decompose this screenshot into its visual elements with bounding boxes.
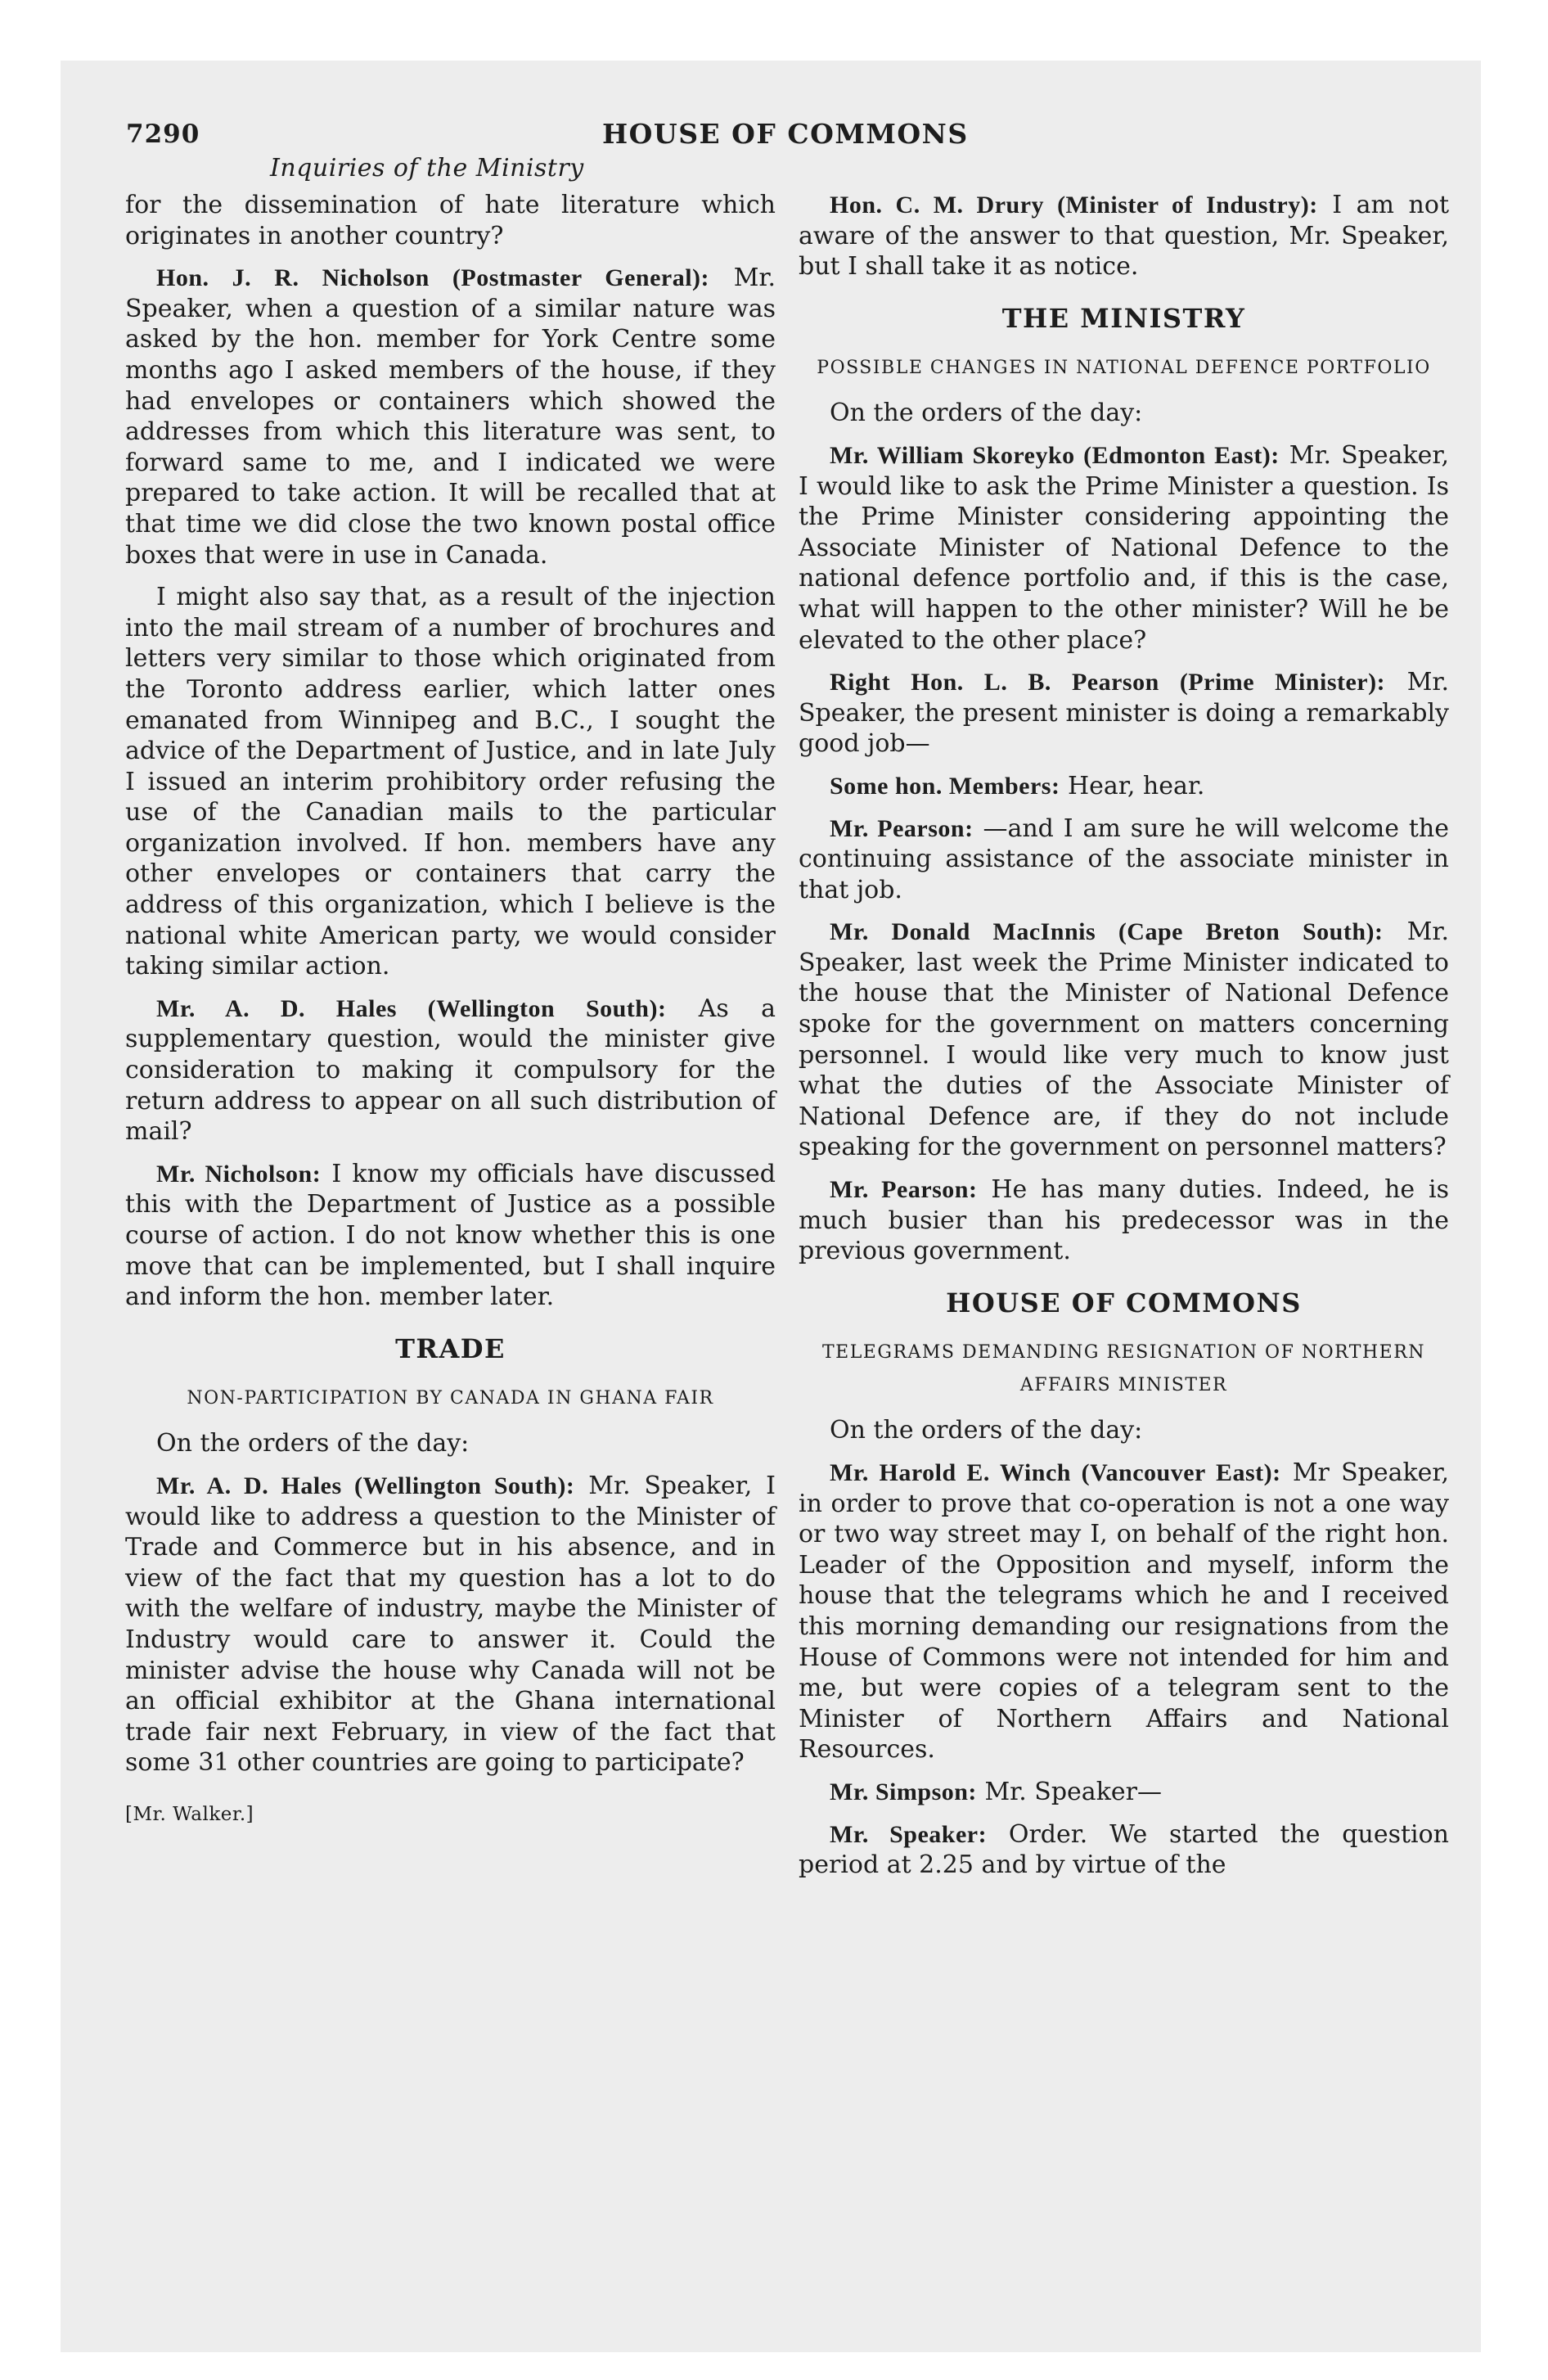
- section-heading: THE MINISTRY: [1001, 302, 1246, 334]
- orders-of-day: On the orders of the day:: [830, 399, 1143, 428]
- paragraph: [799, 667, 1449, 760]
- speech-text: Mr Speaker, in order to prove that co-operation is not a one way or two way street may I, on behalf of the right hon. Leader of the Opposition and myself, inform the house that the telegrams which he and I received this morning demanding our resignations from the House of Commons were not intended for him and me, but were copies of a telegram sent to the Minister of Northern Affairs and National Resources.: [799, 1458, 1449, 1765]
- paragraph: [125, 994, 776, 1147]
- page-title: HOUSE OF COMMONS: [602, 118, 969, 150]
- subsection-heading: NON-PARTICIPATION BY CANADA IN GHANA FAIR: [187, 1388, 714, 1409]
- paragraph: [799, 190, 1449, 282]
- page-number: 7290: [126, 119, 200, 149]
- orders-of-day: On the orders of the day:: [830, 1416, 1143, 1445]
- paragraph: [125, 263, 776, 570]
- speaker-name: Mr. Simpson:: [830, 1778, 977, 1805]
- paragraph: [125, 1471, 776, 1778]
- paragraph: for the dissemination of hate literature which originates in another country?: [125, 191, 776, 250]
- paragraph: [799, 440, 1449, 656]
- speaker-name: Mr. Harold E. Winch (Vancouver East):: [830, 1459, 1281, 1486]
- speaker-name: Mr. Nicholson:: [156, 1160, 322, 1188]
- speaker-name: Mr. Donald MacInnis (Cape Breton South):: [830, 918, 1384, 946]
- speech-text: Hear, hear.: [1060, 771, 1205, 800]
- speech-text: As a supplementary question, would the minister give consideration to making it compulsory for the return address to appear on all such distribution of mail?: [125, 994, 776, 1147]
- right-column: [799, 190, 1449, 1892]
- speech-text: Mr. Speaker, when a question of a similar nature was asked by the hon. member for York Centre some months ago I asked members of the house, if they had envelopes or containers which showed the addresses from which this literature was sent, to forward same to me, and I indicated we were prepared to take action. It will be recalled that at that time we did close the two known postal office boxes that were in use in Canada.: [125, 264, 776, 570]
- running-subtitle: Inquiries of the Ministry: [270, 154, 584, 183]
- speaker-name: Mr. A. D. Hales (Wellington South):: [156, 994, 667, 1022]
- speech-text: —and I am sure he will welcome the continuing assistance of the associate minister in that job.: [799, 814, 1449, 904]
- speech-text: Mr. Speaker, I would like to address a question to the Minister of Trade and Commerce but in his absence, and in view of the fact that my question has a lot to do with the welfare of industry, maybe the Minister of Industry would care to answer it. Could the minister advise the house why Canada will not be an official exhibitor at the Ghana international trade fair next February, in view of the fact that some 31 other countries are going to participate?: [125, 1471, 776, 1778]
- speaker-name: Hon. J. R. Nicholson (Postmaster General):: [156, 264, 710, 292]
- paragraph: [799, 814, 1449, 906]
- speaker-name: Mr. A. D. Hales (Wellington South):: [156, 1472, 575, 1499]
- speaker-name: Mr. William Skoreyko (Edmonton East):: [830, 441, 1280, 469]
- speaker-name: Mr. Pearson:: [830, 814, 974, 842]
- paragraph: [799, 1777, 1449, 1808]
- speech-text: Mr. Speaker, I would like to ask the Prime Minister a question. Is the Prime Minister considering appointing the Associate Minister of National Defence to the national defence portfolio and, if this is the case, what will happen to the other minister? Will he be elevated to the other place?: [799, 440, 1449, 655]
- paragraph: [799, 1174, 1449, 1267]
- speaker-name: Right Hon. L. B. Pearson (Prime Minister):: [830, 669, 1386, 696]
- paragraph: I might also say that, as a result of the injection into the mail stream of a number of brochures and letters very similar to those which originated from the Toronto address earlier, which latter ones emanated from Winnipeg and B.C., I sought the advice of the Department of Justice, and in late July I issued an interim prohibitory order refusing the use of the Canadian mails to the particular organization involved. If hon. members have any other envelopes or containers that carry the address of this organization, which I believe is the national white American party, we would consider taking similar action.: [125, 583, 776, 981]
- footer-speaker-note: [Mr. Walker.]: [125, 1803, 254, 1825]
- speaker-name: Some hon. Members:: [830, 772, 1060, 800]
- paragraph: [799, 1819, 1449, 1881]
- speech-text: Mr. Speaker—: [976, 1777, 1162, 1806]
- subsection-heading: POSSIBLE CHANGES IN NATIONAL DEFENCE PORTFOLIO: [817, 358, 1431, 379]
- paragraph: [125, 1159, 776, 1313]
- orders-of-day: On the orders of the day:: [156, 1429, 470, 1458]
- left-column: [125, 190, 776, 1831]
- paragraph: [799, 771, 1449, 802]
- speaker-name: Mr. Speaker:: [830, 1820, 988, 1848]
- speech-text: I know my officials have discussed this with the Department of Justice as a possible course of action. I do not know whether this is one move that can be implemented, but I shall inquire and inform the hon. member later.: [125, 1159, 776, 1312]
- speaker-name: Mr. Pearson:: [830, 1176, 978, 1204]
- speech-text: He has many duties. Indeed, he is much busier than his predecessor was in the previous government.: [799, 1175, 1449, 1266]
- section-heading: TRADE: [395, 1332, 506, 1364]
- section-heading: HOUSE OF COMMONS: [946, 1287, 1302, 1318]
- speaker-name: Hon. C. M. Drury (Minister of Industry):: [830, 192, 1318, 219]
- speech-text: Order. We started the question period at 2.25 and by virtue of the: [799, 1819, 1450, 1880]
- speech-text: I am not aware of the answer to that question, Mr. Speaker, but I shall take it as notice.: [799, 191, 1449, 282]
- paragraph: [799, 1458, 1449, 1765]
- subsection-heading: TELEGRAMS DEMANDING RESIGNATION OF NORTHERN AFFAIRS MINISTER: [821, 1342, 1426, 1396]
- speech-text: Mr. Speaker, the present minister is doing a remarkably good job—: [799, 668, 1450, 759]
- paragraph: [799, 917, 1449, 1163]
- speech-text: Mr. Speaker, last week the Prime Minister indicated to the house that the Minister of National Defence spoke for the government on matters concerning personnel. I would like very much to know just what the duties of the Associate Minister of National Defence are, if they do not include speaking for the government on personnel matters?: [799, 917, 1449, 1162]
